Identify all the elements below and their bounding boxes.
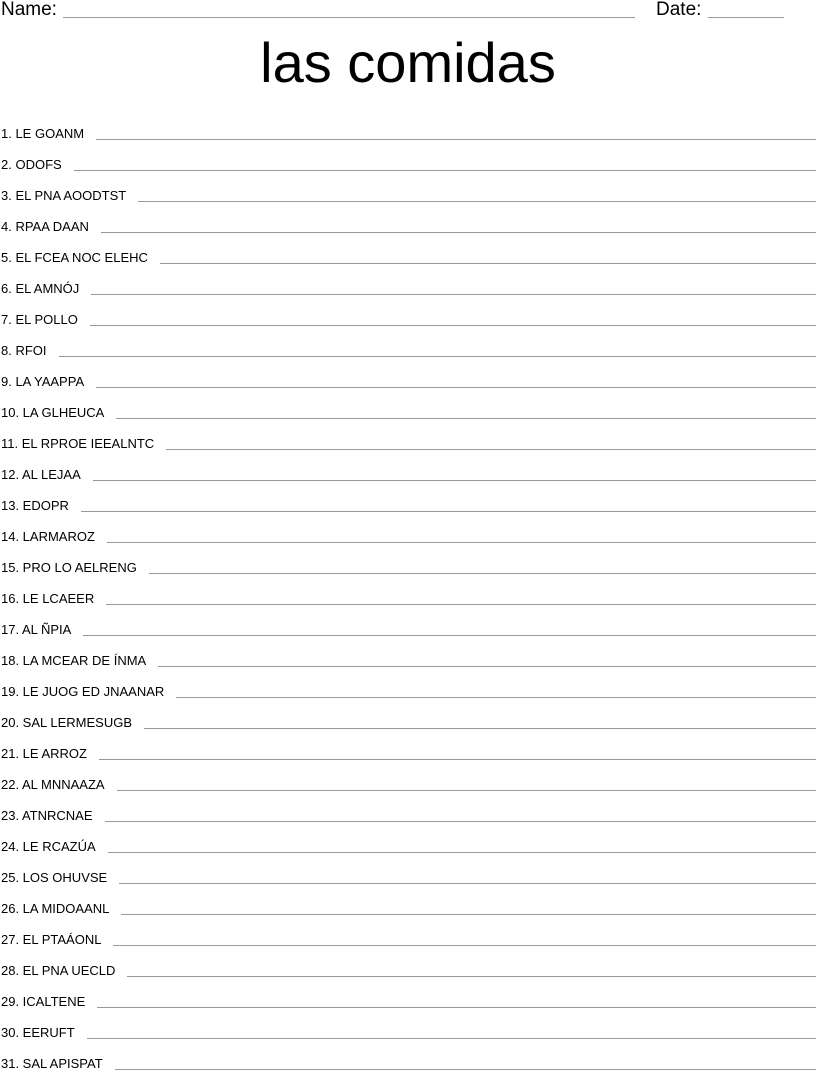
name-answer-line <box>63 17 635 18</box>
answer-line <box>149 573 816 574</box>
list-item <box>0 297 816 328</box>
list-item <box>0 886 816 917</box>
scrambled-word-label: 29. ICALTENE <box>1 994 86 1009</box>
list-item <box>0 762 816 793</box>
answer-line <box>176 697 816 698</box>
scrambled-word-label: 12. AL LEJAA <box>1 467 81 482</box>
list-item <box>0 576 816 607</box>
list-item <box>0 514 816 545</box>
list-item <box>0 173 816 204</box>
date-answer-line <box>708 17 784 18</box>
answer-line <box>158 666 816 667</box>
answer-line <box>96 139 816 140</box>
answer-line <box>144 728 816 729</box>
list-item <box>0 390 816 421</box>
scrambled-word-label: 11. EL RPROE IEEALNTC <box>1 436 155 451</box>
list-item <box>0 607 816 638</box>
list-item <box>0 235 816 266</box>
list-item <box>0 979 816 1010</box>
scrambled-word-label: 13. EDOPR <box>1 498 69 513</box>
scrambled-word-label: 17. AL ÑPIA <box>1 622 72 637</box>
scrambled-word-label: 8. RFOI <box>1 343 47 358</box>
scrambled-word-label: 9. LA YAAPPA <box>1 374 85 389</box>
scrambled-word-label: 27. EL PTAÁONL <box>1 932 102 947</box>
list-item <box>0 359 816 390</box>
answer-line <box>106 604 816 605</box>
scrambled-word-label: 28. EL PNA UECLD <box>1 963 116 978</box>
list-item <box>0 669 816 700</box>
answer-line <box>97 1007 816 1008</box>
list-item <box>0 731 816 762</box>
scrambled-word-label: 5. EL FCEA NOC ELEHC <box>1 250 148 265</box>
list-item <box>0 142 816 173</box>
scrambled-word-label: 22. AL MNNAAZA <box>1 777 105 792</box>
scrambled-word-label: 20. SAL LERMESUGB <box>1 715 133 730</box>
scrambled-word-label: 21. LE ARROZ <box>1 746 87 761</box>
answer-line <box>90 325 816 326</box>
scrambled-word-label: 14. LARMAROZ <box>1 529 95 544</box>
scrambled-word-label: 19. LE JUOG ED JNAANAR <box>1 684 165 699</box>
answer-line <box>93 480 816 481</box>
scrambled-word-list <box>0 111 816 1072</box>
answer-line <box>99 759 816 760</box>
list-item <box>0 328 816 359</box>
list-item <box>0 545 816 576</box>
answer-line <box>138 201 816 202</box>
scrambled-word-label: 23. ATNRCNAE <box>1 808 93 823</box>
list-item <box>0 824 816 855</box>
scrambled-word-label: 1. LE GOANM <box>1 126 85 141</box>
answer-line <box>115 1069 816 1070</box>
answer-line <box>91 294 816 295</box>
list-item <box>0 204 816 235</box>
list-item <box>0 421 816 452</box>
list-item <box>0 1041 816 1072</box>
scrambled-word-label: 30. EERUFT <box>1 1025 75 1040</box>
answer-line <box>59 356 816 357</box>
date-label: Date: <box>656 0 702 20</box>
list-item <box>0 1010 816 1041</box>
scrambled-word-label: 4. RPAA DAAN <box>1 219 89 234</box>
answer-line <box>101 232 816 233</box>
answer-line <box>119 883 816 884</box>
scrambled-word-label: 15. PRO LO AELRENG <box>1 560 137 575</box>
list-item <box>0 855 816 886</box>
scrambled-word-label: 24. LE RCAZÚA <box>1 839 96 854</box>
answer-line <box>116 418 816 419</box>
answer-line <box>113 945 816 946</box>
answer-line <box>107 542 816 543</box>
answer-line <box>160 263 816 264</box>
answer-line <box>121 914 816 915</box>
answer-line <box>74 170 816 171</box>
list-item <box>0 917 816 948</box>
answer-line <box>83 635 816 636</box>
answer-line <box>81 511 816 512</box>
scrambled-word-label: 31. SAL APISPAT <box>1 1056 103 1071</box>
answer-line <box>105 821 816 822</box>
scrambled-word-label: 10. LA GLHEUCA <box>1 405 105 420</box>
scrambled-word-label: 26. LA MIDOAANL <box>1 901 110 916</box>
scrambled-word-label: 2. ODOFS <box>1 157 62 172</box>
scrambled-word-label: 25. LOS OHUVSE <box>1 870 108 885</box>
list-item <box>0 700 816 731</box>
list-item <box>0 483 816 514</box>
name-label: Name: <box>1 0 57 20</box>
scrambled-word-label: 3. EL PNA AOODTST <box>1 188 127 203</box>
list-item <box>0 638 816 669</box>
scrambled-word-label: 18. LA MCEAR DE ÍNMA <box>1 653 147 668</box>
list-item <box>0 266 816 297</box>
scrambled-word-label: 6. EL AMNÓJ <box>1 281 80 296</box>
answer-line <box>127 976 816 977</box>
list-item <box>0 793 816 824</box>
list-item <box>0 452 816 483</box>
answer-line <box>87 1038 816 1039</box>
header-row <box>0 0 816 24</box>
scrambled-word-label: 16. LE LCAEER <box>1 591 95 606</box>
list-item <box>0 948 816 979</box>
page-title: las comidas <box>260 31 556 94</box>
answer-line <box>108 852 816 853</box>
answer-line <box>117 790 816 791</box>
scrambled-word-label: 7. EL POLLO <box>1 312 78 327</box>
answer-line <box>96 387 816 388</box>
answer-line <box>166 449 816 450</box>
list-item <box>0 111 816 142</box>
